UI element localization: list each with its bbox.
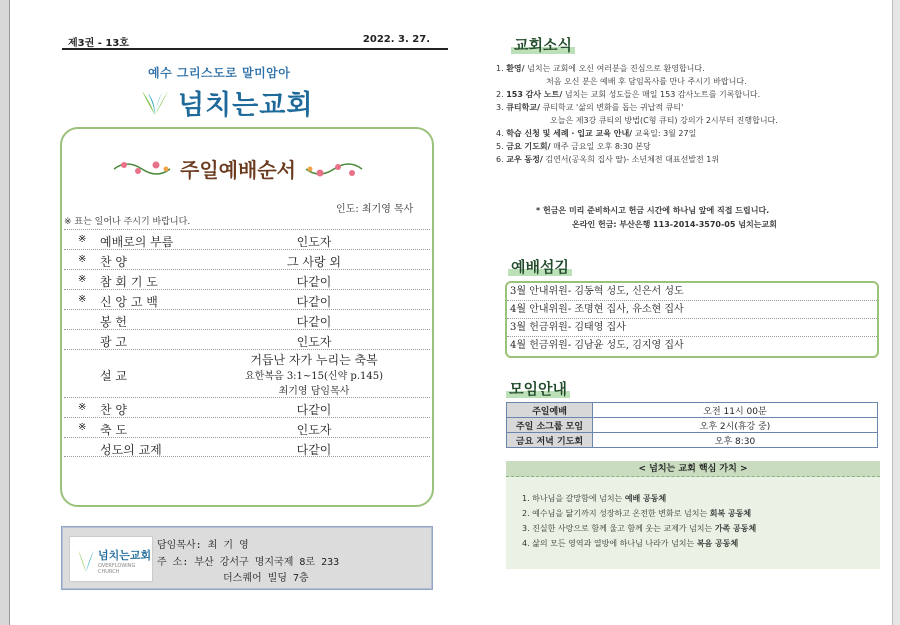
stand-mark: ※ xyxy=(78,402,87,413)
volume-number: 제3권 - 13호 xyxy=(68,38,129,49)
flower-vine-left-icon xyxy=(112,157,172,181)
order-item-value: 다같이 xyxy=(296,315,332,329)
serve-box xyxy=(505,281,879,358)
order-title xyxy=(112,154,364,183)
order-title-text: 주일예배순서 xyxy=(180,158,296,182)
news-item: 오늘은 제3강 큐티의 방법(C형 큐티) 강의가 2시부터 진행합니다. xyxy=(550,116,778,125)
serve-row: 3월 헌금위원- 김태영 집사 xyxy=(507,319,877,337)
news-heading: 교회소식 xyxy=(511,34,575,55)
leaf-logo-small-icon xyxy=(76,546,96,574)
news-item: 6. 교우 동정/ 김연서(공옥희 집사 딸)- 소년체전 대표선발전 1위 xyxy=(496,155,720,164)
order-row xyxy=(64,329,430,349)
order-row xyxy=(64,229,430,249)
order-item-value: 인도자 xyxy=(296,335,332,349)
order-item-label: 신 앙 고 백 xyxy=(100,295,158,309)
serve-heading: 예배섬김 xyxy=(508,256,572,277)
order-row xyxy=(64,397,430,417)
news-item: 2. 153 감사 노트/ 넘치는 교회 성도들은 매일 153 감사노트를 기록합니다. xyxy=(496,90,761,99)
bulletin-header xyxy=(62,34,448,50)
news-list xyxy=(496,62,876,166)
meeting-time: 오후 2시(휴강 중) xyxy=(593,418,878,433)
order-item-value: 다같이 xyxy=(296,295,332,309)
table-row xyxy=(507,418,878,433)
news-item: 5. 금요 기도회/ 매주 금요일 오후 8:30 본당 xyxy=(496,142,651,151)
meeting-name: 주일예배 xyxy=(507,403,593,418)
meetings-heading: 모임안내 xyxy=(506,378,570,399)
order-item-value: 다같이 xyxy=(296,403,332,417)
order-item-value: 다같이 xyxy=(296,443,332,457)
table-row xyxy=(507,403,878,418)
stand-mark: ※ xyxy=(78,274,87,285)
core-values-header: < 넘치는 교회 핵심 가치 > xyxy=(506,461,880,477)
serve-row: 3월 안내위원- 김동혁 성도, 신은서 성도 xyxy=(507,283,877,301)
offering-note: * 헌금은 미리 준비하시고 헌금 시간에 하나님 앞에 직접 드립니다. xyxy=(536,206,770,215)
bulletin-date: 2022. 3. 27. xyxy=(362,34,430,45)
info-logo xyxy=(69,536,153,582)
order-item-value: 인도자 xyxy=(296,235,332,249)
window-left-edge xyxy=(0,0,10,625)
serve-row: 4월 안내위원- 조명현 집사, 유소현 집사 xyxy=(507,301,877,319)
standing-note: ※ 표는 일어나 주시기 바랍니다. xyxy=(64,217,191,227)
stand-mark: ※ xyxy=(78,234,87,245)
stand-mark: ※ xyxy=(78,294,87,305)
pastor-line: 담임목사: 최 기 영 xyxy=(157,540,249,551)
core-value-item: 2. 예수님을 닮기까지 성장하고 온전한 변화로 넘치는 회복 공동체 xyxy=(522,509,752,518)
news-item: 3. 큐티학교/ 큐티학교 '삶의 변화를 돕는 귀납적 큐티' xyxy=(496,103,684,112)
order-item-label: 성도의 교제 xyxy=(100,443,162,457)
order-item-label: 광 고 xyxy=(100,335,127,349)
order-item-label: 예배로의 부름 xyxy=(100,235,174,249)
church-logo xyxy=(138,84,313,120)
meetings-table xyxy=(506,402,878,448)
meeting-time: 오전 11시 00분 xyxy=(593,403,878,418)
service-leader: 인도: 최기영 목사 xyxy=(336,204,414,215)
order-item-label: 참 회 기 도 xyxy=(100,275,158,289)
flower-vine-right-icon xyxy=(304,157,364,181)
order-item-label: 찬 양 xyxy=(100,255,127,269)
news-item: 4. 학습 신청 및 세례 · 입교 교육 안내/ 교육일: 3월 27일 xyxy=(496,129,697,138)
core-value-item: 4. 삶의 모든 영역과 열방에 하나님 나라가 넘치는 복음 공동체 xyxy=(522,539,739,548)
info-logo-sub: OVERFLOWING CHURCH xyxy=(98,563,136,575)
meeting-time: 오후 8:30 xyxy=(593,433,878,448)
core-values-box xyxy=(506,461,880,569)
church-name: 넘치는교회 xyxy=(178,89,314,121)
order-row xyxy=(64,417,430,437)
order-item-label: 봉 헌 xyxy=(100,315,127,329)
news-item: 1. 환영/ 넘치는 교회에 오신 여러분을 진심으로 환영합니다. xyxy=(496,64,705,73)
news-item: 처음 오신 분은 예배 후 담임목사를 만나 주시기 바랍니다. xyxy=(546,77,747,86)
stand-mark: ※ xyxy=(78,422,87,433)
order-row xyxy=(64,249,430,269)
meeting-name: 주일 소그룹 모임 xyxy=(507,418,593,433)
church-info-box xyxy=(62,527,432,589)
serve-row: 4월 헌금위원- 김남윤 성도, 김지영 집사 xyxy=(510,340,684,351)
slogan: 예수 그리스도로 말미암아 xyxy=(148,66,291,80)
order-item-value: 그 사랑 외 xyxy=(287,255,341,269)
order-row-sermon xyxy=(64,349,430,397)
order-row xyxy=(64,289,430,309)
core-value-item: 3. 진실한 사랑으로 함께 울고 함께 웃는 교제가 넘치는 가족 공동체 xyxy=(522,524,757,533)
info-logo-name: 넘치는교회 xyxy=(98,549,152,562)
order-item-value: 다같이 xyxy=(296,275,332,289)
table-row xyxy=(507,433,878,448)
address-line: 주 소: 부산 강서구 명지국제 8로 233 xyxy=(157,557,340,568)
online-offering: 온라인 헌금: 부산은행 113-2014-3570-05 넘치는교회 xyxy=(572,220,777,229)
order-row xyxy=(64,269,430,289)
order-item-label: 설 교 xyxy=(100,369,127,383)
meeting-name: 금요 저녁 기도회 xyxy=(507,433,593,448)
order-rows xyxy=(64,229,430,457)
sermon-title: 거듭난 자가 누리는 축복 xyxy=(250,353,378,367)
window-right-edge xyxy=(892,0,900,625)
order-item-label: 찬 양 xyxy=(100,403,127,417)
order-row xyxy=(64,437,430,457)
address-line-2: 더스퀘어 빌딩 7층 xyxy=(223,573,309,584)
leaf-logo-icon xyxy=(138,85,172,119)
sermon-scripture: 요한복음 3:1~15(신약 p.145) xyxy=(245,371,383,382)
sermon-preacher: 최기영 담임목사 xyxy=(278,386,350,397)
order-item-value: 인도자 xyxy=(296,423,332,437)
order-item-label: 축 도 xyxy=(100,423,127,437)
stand-mark: ※ xyxy=(78,254,87,265)
order-row xyxy=(64,309,430,329)
core-value-item: 1. 하나님을 갈망함에 넘치는 예배 공동체 xyxy=(522,494,667,503)
